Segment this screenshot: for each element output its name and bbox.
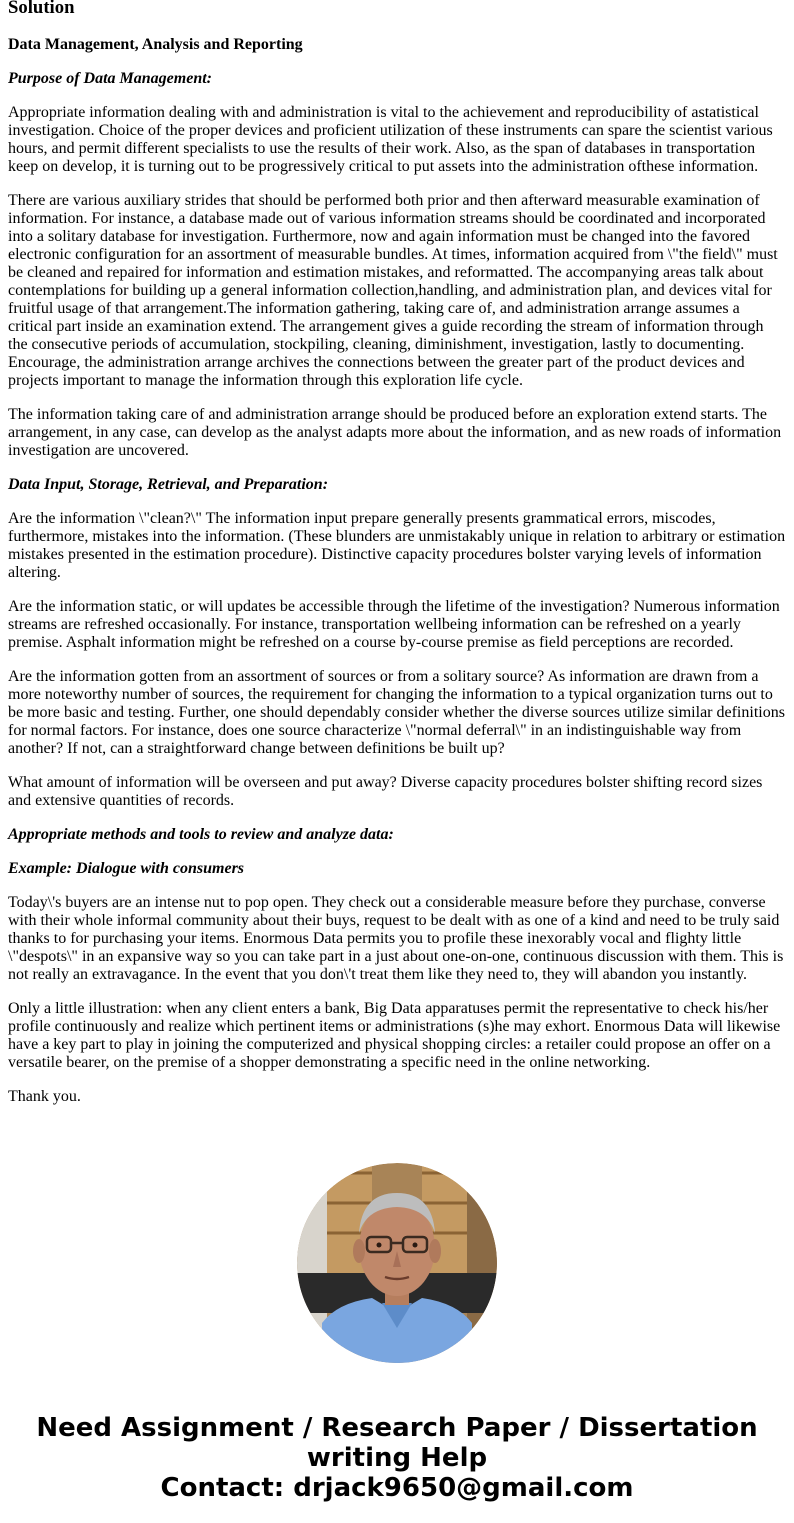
paragraph: Only a little illustration: when any client enters a bank, Big Data apparatuses permit the representative to check his/her profile continuously and realize which pertinent items or administrations (s)he may exhort. Enormous Data will likewise have a key part to play in joining the computerized and physical shopping circles: a retailer could propose an offer on a versatile bearer, on the premise of a shopper demonstrating a specific need in the online networking. [8, 1000, 781, 1071]
cta-line: Need Assignment / Research Paper / Dissertation [36, 1413, 758, 1443]
avatar-container [0, 1163, 794, 1363]
example-heading: Example: Dialogue with consumers [8, 860, 245, 877]
purpose-heading: Purpose of Data Management: [8, 70, 212, 87]
input-heading: Data Input, Storage, Retrieval, and Preparation: [8, 476, 329, 493]
paragraph: Are the information gotten from an assortment of sources or from a solitary source? As information are drawn from a more noteworthy number of sources, the requirement for changing the information to a typical organization turns out to be more basic and testing. Further, one should dependably consider whether the diverse sources utilize similar definitions for normal factors. For instance, does one source characterize \"normal deferral\" in an indistinguishable way from another? If not, can a straightforward change between definitions be built up? [8, 668, 785, 757]
page-title: Solution [8, 0, 75, 18]
cta-line: writing Help [306, 1443, 488, 1473]
paragraph: Today\'s buyers are an intense nut to pop open. They check out a considerable measure before they purchase, converse with their whole informal community about their buys, request to be dealt with as one of a kind and need to be truly said thanks to for purchasing your items. Enormous Data permits you to profile these inexorably vocal and flighty little \"despots\" in an expansive way so you can take part in a just about one-on-one, continuous discussion with them. This is not really an extravagance. In the event that you don\'t treat them like they need to, they will abandon you instantly. [8, 894, 784, 983]
document-subtitle: Data Management, Analysis and Reporting [8, 36, 303, 53]
paragraph: What amount of information will be overseen and put away? Diverse capacity procedures bolster shifting record sizes and extensive quantities of records. [8, 774, 763, 809]
contact-email[interactable]: Contact: drjack9650@gmail.com [160, 1473, 634, 1503]
paragraph: The information taking care of and administration arrange should be produced before an exploration extend starts. The arrangement, in any case, can develop as the analyst adapts more about the information, and as new roads of information investigation are uncovered. [8, 406, 782, 459]
author-portrait-icon [297, 1163, 497, 1363]
closing-text: Thank you. [8, 1088, 81, 1105]
paragraph: Are the information \"clean?\" The information input prepare generally presents grammatical errors, miscodes, furthermore, mistakes into the information. (These blunders are unmistakably unique in relation to arbitrary or estimation mistakes presented in the estimation procedure). Distinctive capacity procedures bolster varying levels of information altering. [8, 510, 786, 581]
contact-banner [0, 1413, 794, 1503]
methods-heading: Appropriate methods and tools to review and analyze data: [8, 826, 394, 843]
paragraph: There are various auxiliary strides that should be performed both prior and then afterward measurable examination of information. For instance, a database made out of various information streams should be coordinated and incorporated into a solitary database for investigation. Furthermore, now and again information must be changed into the favored electronic configuration for an assortment of measurable bundles. At times, information acquired from \"the field\" must be cleaned and repaired for information and estimation mistakes, and reformatted. The accompanying areas talk about contemplations for building up a general information collection,handling, and administration plan, and devices vital for fruitful usage of that arrangement.The information gathering, taking care of, and administration arrange assumes a critical part inside an examination extend. The arrangement gives a guide recording the stream of information through the consecutive periods of accumulation, stockpiling, cleaning, diminishment, investigation, lastly to documenting. Encourage, the administration arrange archives the connections between the greater part of the product devices and projects important to manage the information through this exploration life cycle. [8, 192, 778, 389]
paragraph: Appropriate information dealing with and administration is vital to the achievement and reproducibility of astatistical investigation. Choice of the proper devices and proficient utilization of these instruments can spare the scientist various hours, and permit different specialists to use the results of their work. Also, as the span of databases in transportation keep on develop, it is turning out to be progressively critical to put assets into the administration ofthese information. [8, 104, 773, 175]
paragraph: Are the information static, or will updates be accessible through the lifetime of the investigation? Numerous information streams are refreshed occasionally. For instance, transportation wellbeing information can be refreshed on a yearly premise. Asphalt information might be refreshed on a course by-course premise as field perceptions are recorded. [8, 598, 780, 651]
